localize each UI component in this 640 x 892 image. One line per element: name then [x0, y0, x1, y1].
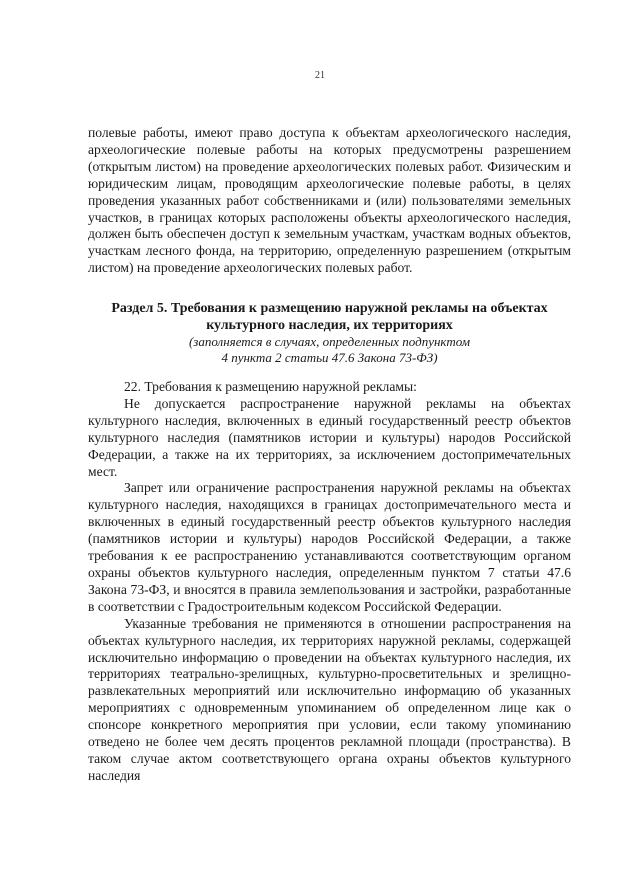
- section-note-line-2: 4 пункта 2 статьи 47.6 Закона 73-ФЗ): [221, 350, 438, 365]
- paragraph-requirements-heading: 22. Требования к размещению наружной рекламы:: [124, 379, 417, 394]
- section-body: [88, 379, 571, 785]
- paragraph-prohibition: Не допускается распространение наружной рекламы на объектах культурного наследия, включенных в единый государственный реестр объектов культурного наследия (памятников истории и культуры) народов Российской Федерации, а также на их территориях, за исключением достопримечательных мест.: [88, 395, 571, 479]
- section-heading: [88, 300, 571, 366]
- intro-text-block: [88, 125, 571, 277]
- intro-paragraph: полевые работы, имеют право доступа к объектам археологического наследия, археологические полевые работы на которых предусмотрены разрешением (открытым листом) на проведение археологических полевых работ. Физическим и юридическим лицам, проводящим археологические полевые работы, в целях проведения указанных работ собственниками и (или) пользователями земельных участков, в границах которых расположены объекты археологического наследия, должен быть обеспечен доступ к земельным участкам, участкам водных объектов, участкам лесного фонда, на территорию, определенную разрешением (открытым листом) на проведение археологических полевых работ.: [88, 125, 571, 276]
- page-number: 21: [315, 70, 325, 81]
- section-title-line-2: культурного наследия, их территориях: [206, 318, 453, 333]
- section-title-line-1: Раздел 5. Требования к размещению наружной рекламы на объектах: [111, 301, 548, 316]
- paragraph-exceptions: Указанные требования не применяются в отношении распространения на объектах культурного наследия, их территориях наружной рекламы, содержащей исключительно информацию о проведении на объектах культурного наследия, их территориях театрально-зрелищных, культурно-просветительных и зрелищно-развлекательных мероприятий или исключительно информацию об указанных мероприятиях с одновременным упоминанием об определенном лице как о спонсоре конкретного мероприятия при условии, если такому упоминанию отведено не более чем десять процентов рекламной площади (пространства). В таком случае актом соответствующего органа охраны объектов культурного наследия: [88, 615, 571, 783]
- paragraph-restriction: Запрет или ограничение распространения наружной рекламы на объектах культурного наследия, находящихся в границах достопримечательного места и включенных в единый государственный реестр объектов культурного наследия (памятников истории и культуры) народов Российской Федерации, а также требования к ее распространению устанавливаются соответствующим органом охраны объектов культурного наследия, определенным пунктом 7 статьи 47.6 Закона 73-ФЗ, и вносятся в правила землепользования и застройки, разработанные в соответствии с Градостроительным кодексом Российской Федерации.: [88, 480, 571, 614]
- section-note-line-1: (заполняется в случаях, определенных подпунктом: [188, 334, 471, 349]
